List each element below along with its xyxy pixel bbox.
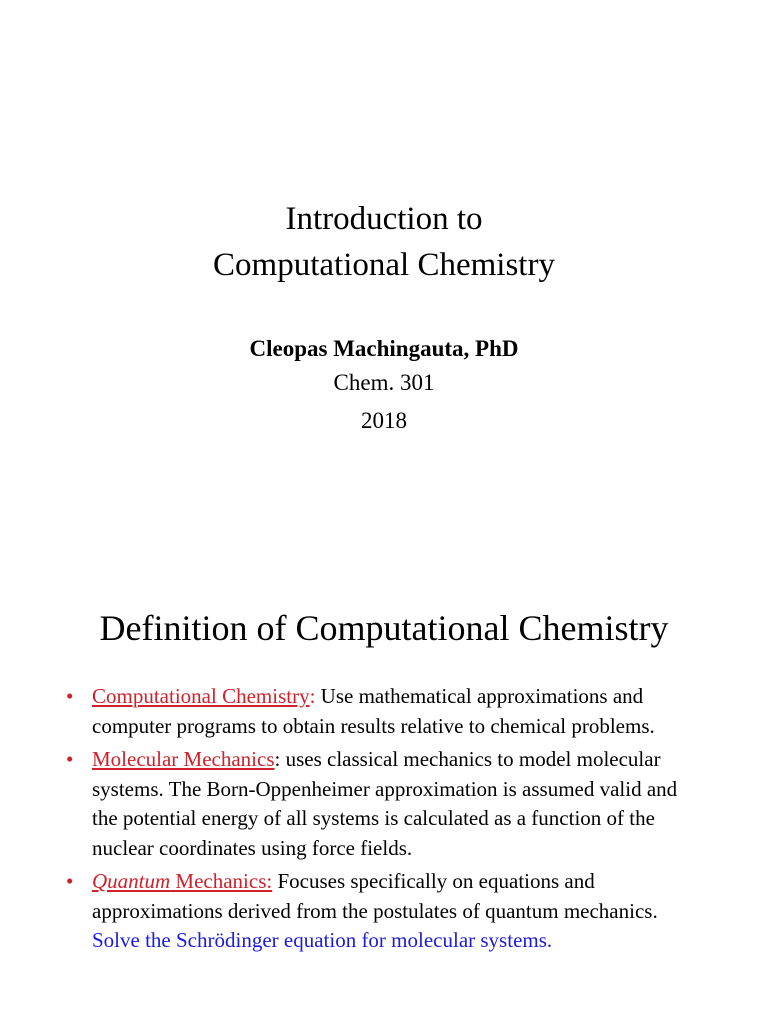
term-separator: :: [309, 684, 316, 708]
bullet-icon: •: [66, 747, 74, 771]
list-item: [62, 682, 702, 741]
bullet-icon: •: [66, 869, 74, 893]
term-separator: :: [274, 747, 281, 771]
slide-title: Definition of Computational Chemistry: [99, 608, 669, 648]
definition-text: uses classical mechanics to model molecular systems. The Born-Oppenheimer approximation is assumed valid and the potential energy of all systems is calculated as a function of the nuclear coordinates using force fields.: [92, 747, 678, 860]
definition-list: [62, 682, 702, 960]
list-item: [62, 867, 702, 956]
term-molecular-mechanics: Molecular Mechanics: [92, 747, 275, 771]
list-item: [62, 745, 702, 863]
year: 2018: [361, 408, 407, 433]
title-line-1: Introduction to: [285, 201, 483, 237]
author-name: Cleopas Machingauta, PhD: [249, 336, 519, 361]
term-mechanics: Mechanics:: [170, 869, 273, 893]
term-quantum: Quantum: [92, 869, 171, 893]
definition-text: Focuses specifically on equations and approximations derived from the postulates of quantum mechanics.: [92, 869, 658, 923]
definition-slide: [0, 560, 768, 1024]
title-line-2: Computational Chemistry: [213, 247, 555, 283]
bullet-icon: •: [66, 684, 74, 708]
term-computational-chemistry: Computational Chemistry: [92, 684, 310, 708]
course-code: Chem. 301: [333, 370, 435, 395]
presentation-title: [0, 196, 768, 288]
definition-text: Use mathematical approximations and computer programs to obtain results relative to chemical problems.: [92, 684, 655, 738]
highlight-text: Solve the Schrödinger equation for molecular systems.: [92, 928, 553, 952]
